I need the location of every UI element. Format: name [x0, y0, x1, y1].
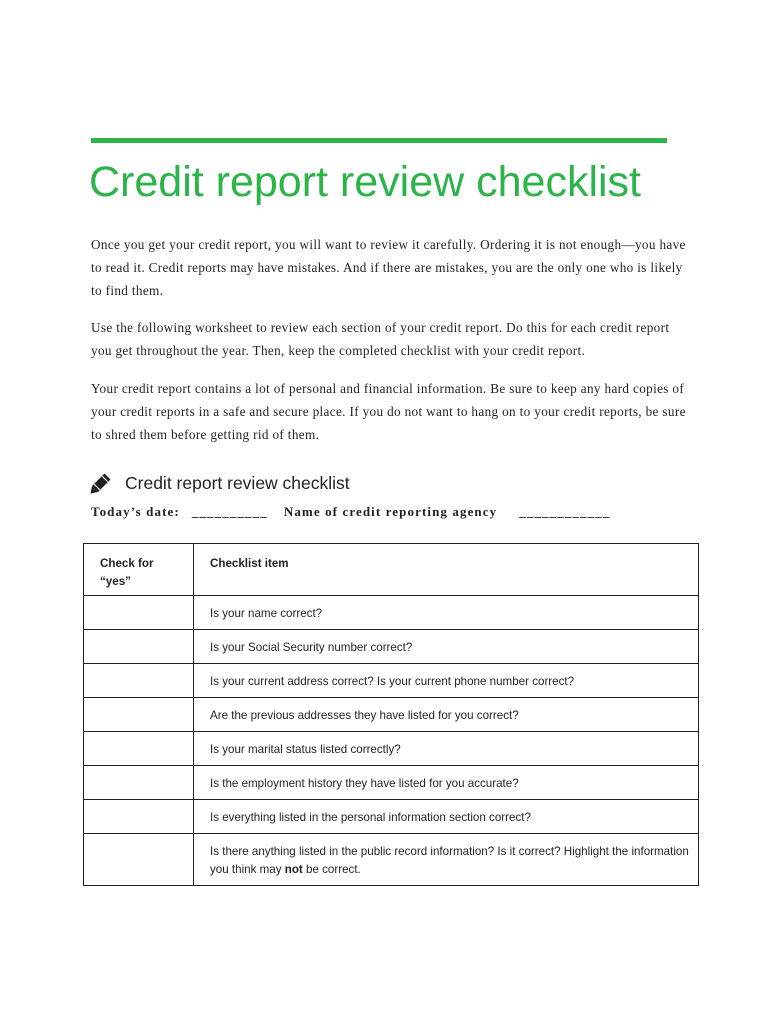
checklist-item: Is everything listed in the personal information section correct? [194, 800, 699, 834]
form-fields [91, 504, 610, 520]
check-cell[interactable] [84, 698, 194, 732]
intro-paragraph: Once you get your credit report, you will want to review it carefully. Ordering it is not enough—you have to read it. Credit reports may have mistakes. And if there are mistakes, you are the only one who is likely to find them. [91, 237, 686, 298]
checklist-item [194, 834, 699, 886]
pencil-icon [89, 471, 113, 495]
table-row [84, 630, 699, 664]
checklist-item: Is your current address correct? Is your current phone number correct? [194, 664, 699, 698]
table-row [84, 834, 699, 886]
check-cell[interactable] [84, 766, 194, 800]
security-paragraph: Your credit report contains a lot of personal and financial information. Be sure to keep any hard copies of your credit reports in a safe and secure place. If you do not want to hang on to your credit reports, be sure to shred them before getting rid of them. [91, 381, 686, 442]
checklist-item: Is your marital status listed correctly? [194, 732, 699, 766]
check-cell[interactable] [84, 800, 194, 834]
checklist-table [83, 543, 699, 886]
check-cell[interactable] [84, 732, 194, 766]
table-row [84, 596, 699, 630]
section-heading [89, 468, 350, 498]
check-column-header: Check for “yes” [84, 544, 194, 596]
checklist-item: Is your Social Security number correct? [194, 630, 699, 664]
checklist-item-text: Is there anything listed in the public record information? Is it correct? Highlight the information you think may [210, 845, 689, 876]
date-blank[interactable]: __________ [191, 504, 268, 519]
table-row [84, 664, 699, 698]
agency-label: Name of credit reporting agency [283, 504, 498, 519]
check-cell[interactable] [84, 664, 194, 698]
checklist-item-tail: be correct. [302, 863, 361, 876]
agency-blank[interactable]: ____________ [519, 504, 611, 519]
emphasis-text: not [284, 863, 303, 876]
check-cell[interactable] [84, 834, 194, 886]
table-row [84, 732, 699, 766]
item-column-header: Checklist item [194, 544, 699, 596]
table-row [84, 698, 699, 732]
table-header-row [84, 544, 699, 596]
table-row [84, 766, 699, 800]
check-cell[interactable] [84, 630, 194, 664]
checklist-item: Is the employment history they have listed for you accurate? [194, 766, 699, 800]
date-label: Today’s date: [91, 504, 180, 519]
checklist-item: Is your name correct? [194, 596, 699, 630]
title-rule [91, 138, 667, 143]
instructions-paragraph: Use the following worksheet to review each section of your credit report. Do this for each credit report you get throughout the year. Then, keep the completed checklist with your credit report. [91, 320, 670, 358]
check-cell[interactable] [84, 596, 194, 630]
checklist-item: Are the previous addresses they have listed for you correct? [194, 698, 699, 732]
section-title: Credit report review checklist [125, 472, 350, 493]
page-title: Credit report review checklist [89, 158, 642, 206]
table-row [84, 800, 699, 834]
